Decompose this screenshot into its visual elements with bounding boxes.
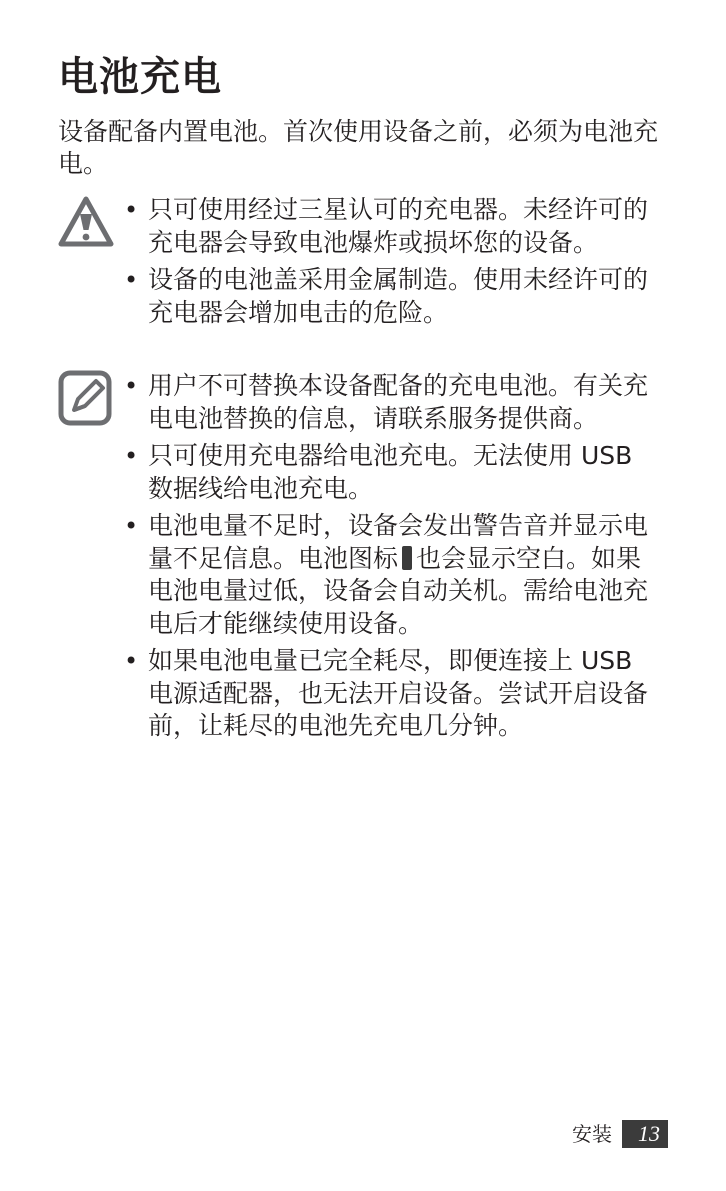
intro-paragraph: 设备配备内置电池。首次使用设备之前，必须为电池充电。 [58,117,659,178]
page-title: 电池充电 [58,54,222,100]
note-pencil-icon [58,370,114,426]
page-number: 13 [622,1120,668,1148]
list-item: • 用户不可替换本设备配备的充电电池。有关充电电池替换的信息，请联系服务提供商。 [124,370,660,435]
section-label: 安装 [572,1122,612,1146]
list-item-text: 电池电量不足时，设备会发出警告音并显示电量不足信息。电池图标 [148,511,649,573]
list-item: • 设备的电池盖采用金属制造。使用未经许可的充电器会增加电击的危险。 [124,264,660,329]
list-item: • 只可使用经过三星认可的充电器。未经许可的充电器会导致电池爆炸或损坏您的设备。 [124,194,660,259]
warning-triangle-icon [58,194,114,250]
page-footer [572,1120,668,1148]
battery-empty-icon [402,546,412,570]
note-list [124,370,660,748]
list-item: • 只可使用充电器给电池充电。无法使用 USB 数据线给电池充电。 [124,440,660,505]
list-item-text: 也会显示空白。如果电池电量过低，设备会自动关机。需给电池充电后才能继续使用设备。 [148,543,649,638]
list-item [124,510,660,640]
list-item: • 如果电池电量已完全耗尽，即便连接上 USB 电源适配器，也无法开启设备。尝试开启设备前，让耗尽的电池先充电几分钟。 [124,645,660,743]
warning-list [124,194,660,334]
